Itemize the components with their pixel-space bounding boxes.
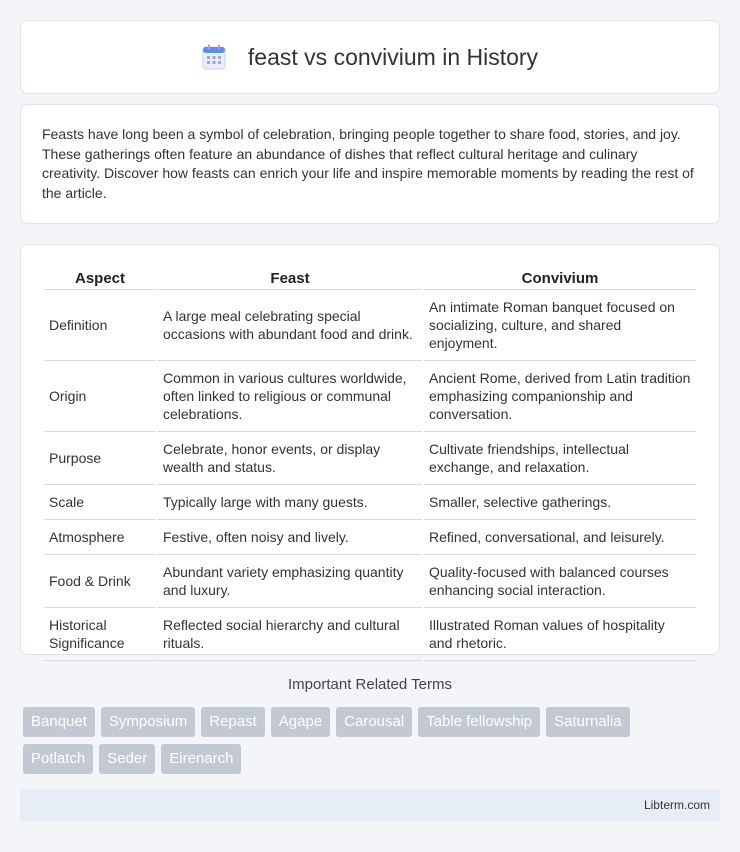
table-row bbox=[44, 485, 696, 520]
related-term-tag[interactable]: Potlatch bbox=[23, 744, 93, 774]
related-term-tag[interactable]: Saturnalia bbox=[546, 707, 630, 737]
table-row bbox=[44, 361, 696, 432]
related-term-tag[interactable]: Carousal bbox=[336, 707, 412, 737]
intro-card bbox=[20, 104, 720, 224]
table-row bbox=[44, 555, 696, 608]
footer-site-link[interactable]: Libterm.com bbox=[643, 798, 710, 812]
cell-convivium: Refined, conversational, and leisurely. bbox=[424, 520, 696, 555]
cell-feast: Festive, often noisy and lively. bbox=[158, 520, 422, 555]
comparison-table bbox=[42, 265, 698, 661]
related-term-tag[interactable]: Repast bbox=[201, 707, 265, 737]
cell-feast: Common in various cultures worldwide, often linked to religious or communal celebrations. bbox=[158, 361, 422, 432]
header-convivium: Convivium bbox=[424, 265, 696, 290]
cell-convivium: Ancient Rome, derived from Latin tradition emphasizing companionship and conversation. bbox=[424, 361, 696, 432]
header-card bbox=[20, 20, 720, 94]
cell-aspect: Scale bbox=[44, 485, 156, 520]
related-term-tag[interactable]: Agape bbox=[271, 707, 330, 737]
cell-aspect: Purpose bbox=[44, 432, 156, 485]
cell-convivium: Illustrated Roman values of hospitality and rhetoric. bbox=[424, 608, 696, 661]
intro-text: Feasts have long been a symbol of celebration, bringing people together to share food, stories, and joy. These gatherings often feature an abundance of dishes that reflect cultural heritage and culinary creativity. Discover how feasts can enrich your life and inspire memorable moments by reading the rest of the article. bbox=[42, 126, 694, 201]
table-row bbox=[44, 608, 696, 661]
calendar-icon bbox=[202, 44, 226, 70]
cell-convivium: Cultivate friendships, intellectual exchange, and relaxation. bbox=[424, 432, 696, 485]
cell-feast: Abundant variety emphasizing quantity and luxury. bbox=[158, 555, 422, 608]
related-term-tag[interactable]: Banquet bbox=[23, 707, 95, 737]
footer bbox=[20, 789, 720, 821]
related-term-tag[interactable]: Eirenarch bbox=[161, 744, 241, 774]
related-term-tag[interactable]: Table fellowship bbox=[418, 707, 540, 737]
page-title: feast vs convivium in History bbox=[247, 43, 539, 70]
cell-feast: Celebrate, honor events, or display wealth and status. bbox=[158, 432, 422, 485]
header-feast: Feast bbox=[158, 265, 422, 290]
cell-convivium: Quality-focused with balanced courses enhancing social interaction. bbox=[424, 555, 696, 608]
related-term-tag[interactable]: Symposium bbox=[101, 707, 195, 737]
table-row bbox=[44, 290, 696, 361]
related-term-tag[interactable]: Seder bbox=[99, 744, 155, 774]
cell-aspect: Historical Significance bbox=[44, 608, 156, 661]
related-terms-list bbox=[23, 707, 703, 774]
cell-feast: Reflected social hierarchy and cultural rituals. bbox=[158, 608, 422, 661]
table-row bbox=[44, 432, 696, 485]
comparison-table-card bbox=[20, 244, 720, 655]
table-row bbox=[44, 520, 696, 555]
cell-convivium: An intimate Roman banquet focused on socializing, culture, and shared enjoyment. bbox=[424, 290, 696, 361]
cell-aspect: Origin bbox=[44, 361, 156, 432]
header-aspect: Aspect bbox=[44, 265, 156, 290]
cell-convivium: Smaller, selective gatherings. bbox=[424, 485, 696, 520]
cell-feast: A large meal celebrating special occasions with abundant food and drink. bbox=[158, 290, 422, 361]
table-header-row bbox=[44, 265, 696, 290]
cell-aspect: Atmosphere bbox=[44, 520, 156, 555]
cell-aspect: Definition bbox=[44, 290, 156, 361]
related-terms-title: Important Related Terms bbox=[288, 676, 452, 693]
cell-feast: Typically large with many guests. bbox=[158, 485, 422, 520]
cell-aspect: Food & Drink bbox=[44, 555, 156, 608]
